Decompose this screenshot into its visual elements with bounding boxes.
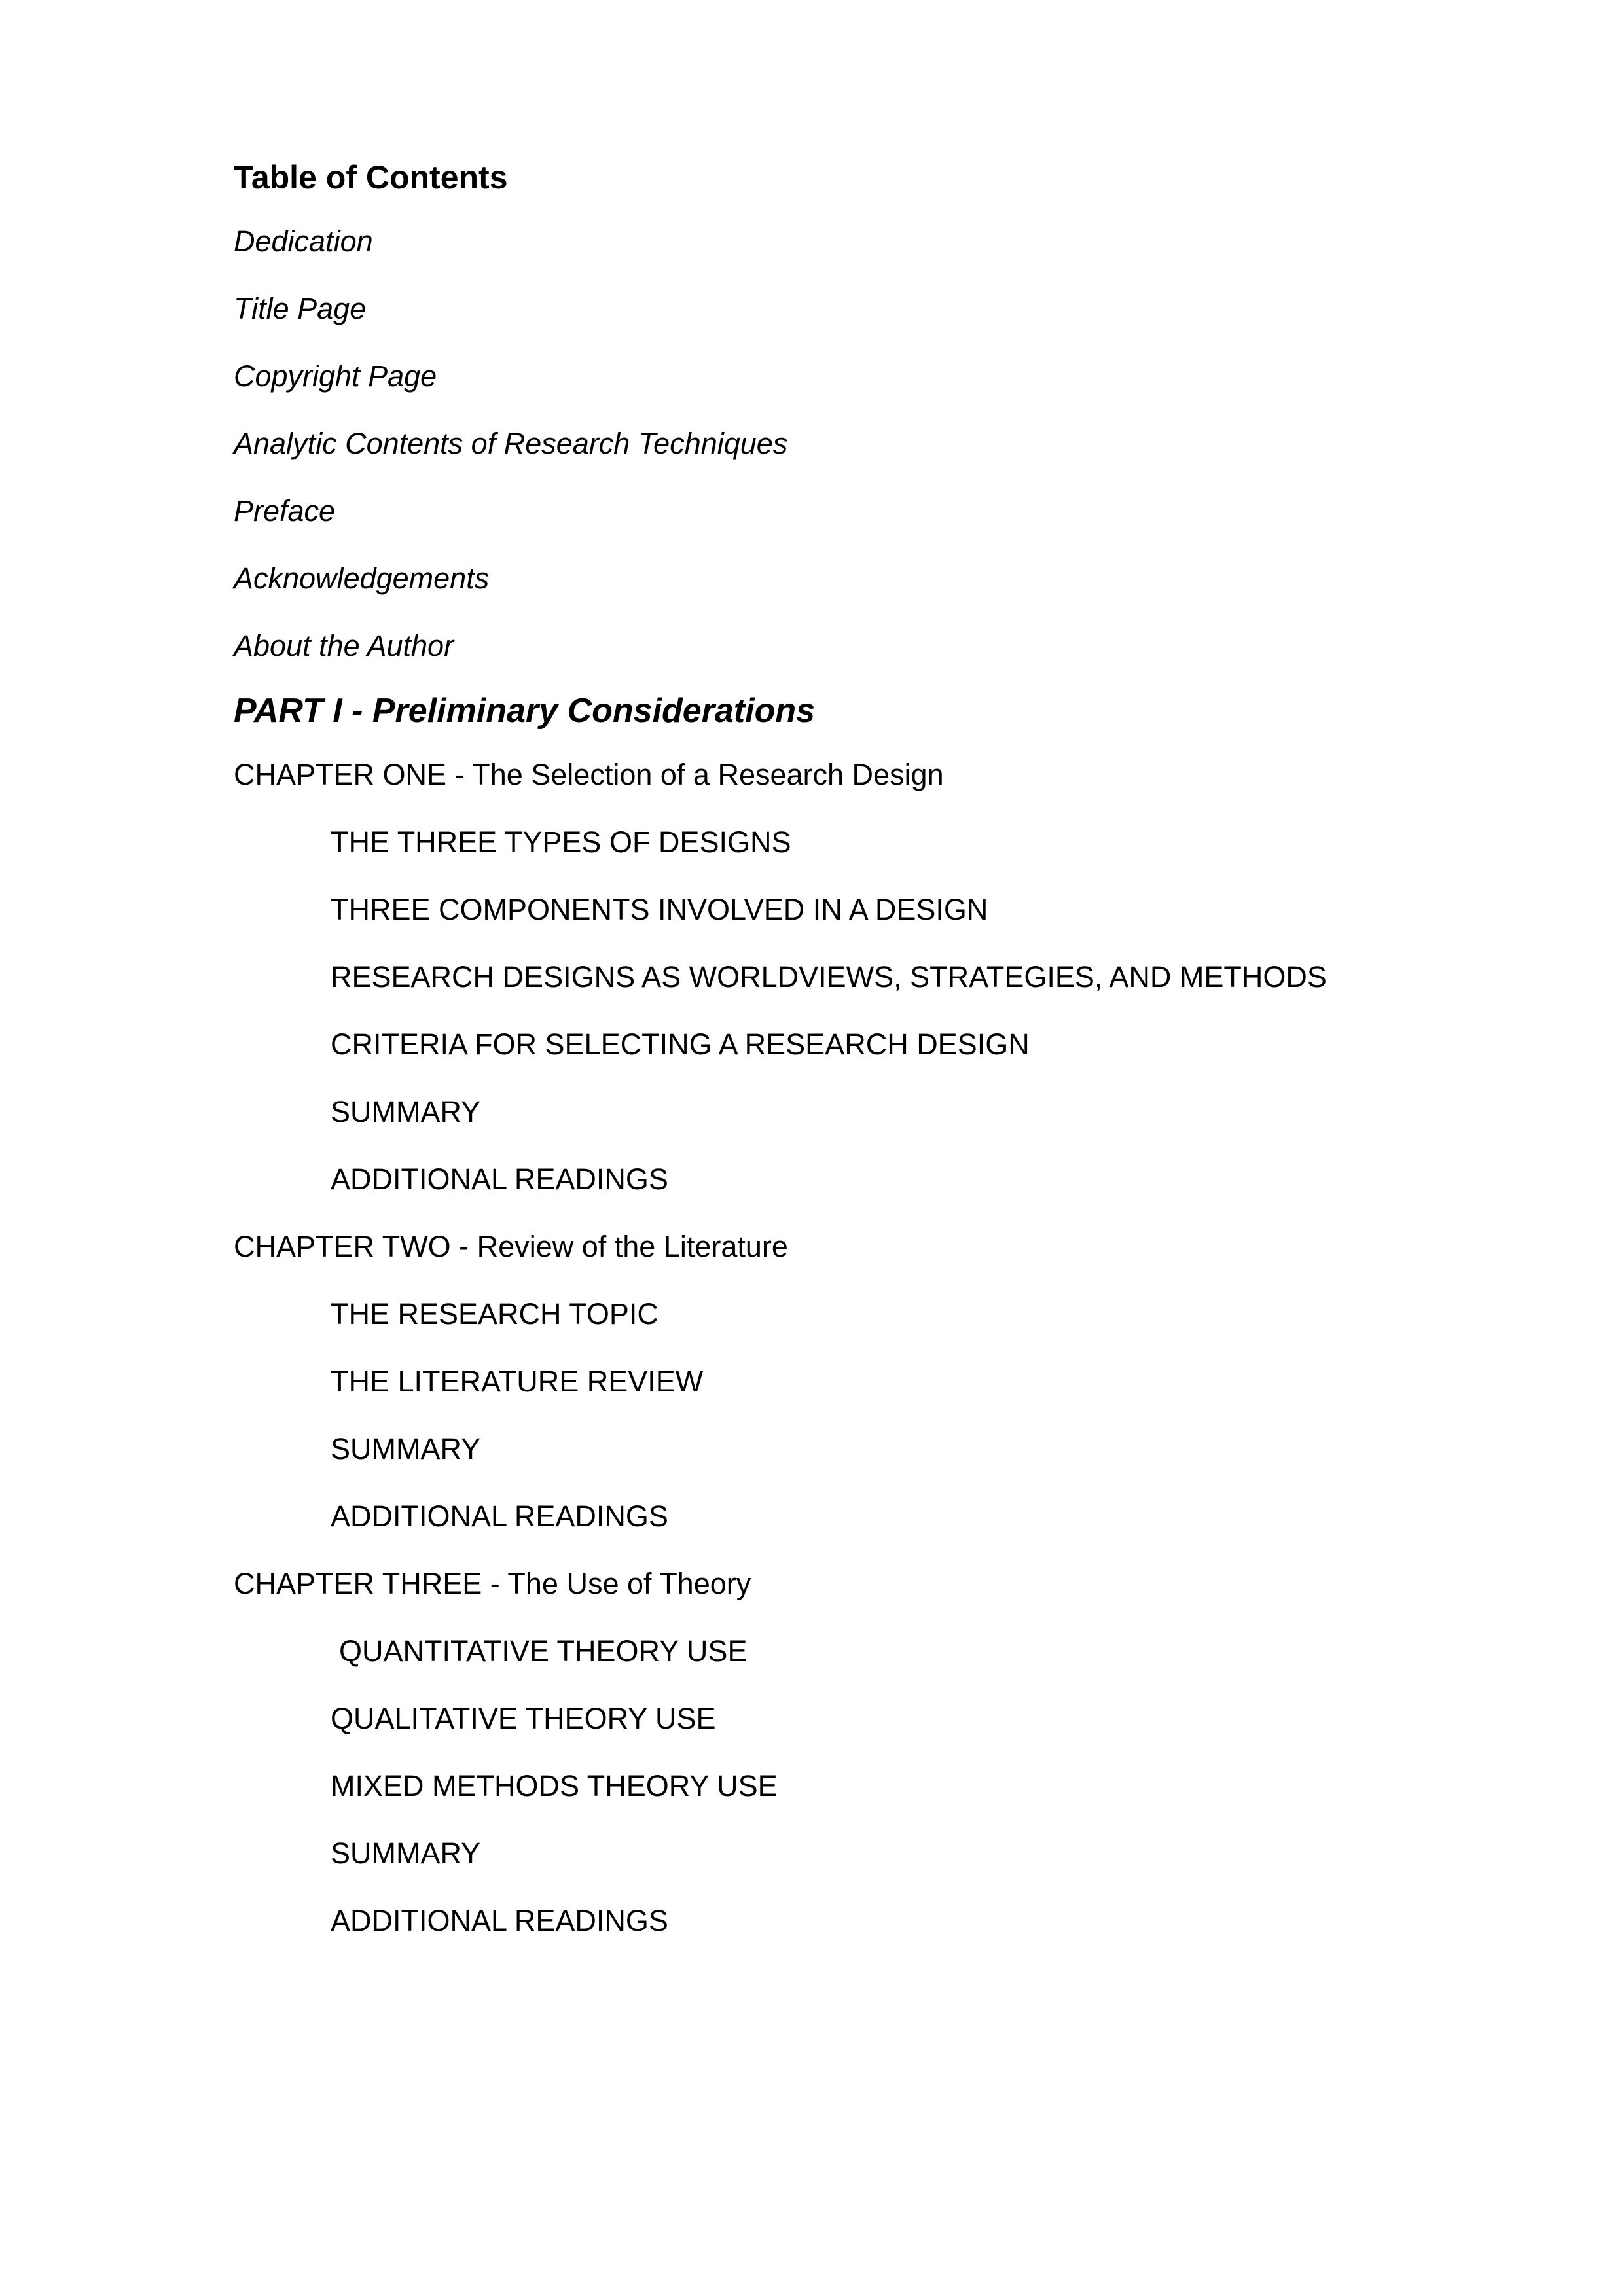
toc-link-preface[interactable]: Preface	[234, 494, 336, 528]
toc-link-chapter-three[interactable]: CHAPTER THREE - The Use of Theory	[234, 1567, 751, 1600]
toc-link-title-page[interactable]: Title Page	[234, 292, 367, 325]
toc-link-about-the-author[interactable]: About the Author	[234, 629, 454, 662]
toc-link-section[interactable]: QUANTITATIVE THEORY USE	[339, 1634, 748, 1668]
toc-link-section[interactable]: MIXED METHODS THEORY USE	[331, 1769, 778, 1803]
table-of-contents	[234, 154, 1477, 1941]
toc-link-chapter-one[interactable]: CHAPTER ONE - The Selection of a Research Design	[234, 758, 944, 791]
toc-link-section[interactable]: ADDITIONAL READINGS	[331, 1162, 668, 1196]
toc-link-section[interactable]: QUALITATIVE THEORY USE	[331, 1702, 716, 1735]
toc-link-section[interactable]: ADDITIONAL READINGS	[331, 1499, 668, 1533]
toc-link-copyright-page[interactable]: Copyright Page	[234, 359, 437, 393]
toc-link-section[interactable]: THREE COMPONENTS INVOLVED IN A DESIGN	[331, 893, 988, 926]
toc-link-section[interactable]: SUMMARY	[331, 1095, 481, 1128]
toc-link-section[interactable]: THE LITERATURE REVIEW	[331, 1365, 704, 1398]
toc-link-dedication[interactable]: Dedication	[234, 224, 373, 258]
toc-title: Table of Contents	[234, 159, 508, 196]
toc-link-acknowledgements[interactable]: Acknowledgements	[234, 562, 490, 595]
toc-link-section[interactable]: THE THREE TYPES OF DESIGNS	[331, 825, 791, 859]
toc-link-chapter-two[interactable]: CHAPTER TWO - Review of the Literature	[234, 1230, 788, 1263]
toc-link-part-one[interactable]: PART I - Preliminary Considerations	[234, 692, 816, 730]
toc-link-analytic-contents[interactable]: Analytic Contents of Research Techniques	[234, 427, 788, 460]
toc-link-section[interactable]: SUMMARY	[331, 1837, 481, 1870]
toc-link-section[interactable]: THE RESEARCH TOPIC	[331, 1297, 659, 1331]
toc-link-section[interactable]: RESEARCH DESIGNS AS WORLDVIEWS, STRATEGIES, AND METHODS	[331, 960, 1327, 994]
toc-link-section[interactable]: CRITERIA FOR SELECTING A RESEARCH DESIGN	[331, 1028, 1030, 1061]
toc-link-section[interactable]: SUMMARY	[331, 1432, 481, 1465]
toc-link-section[interactable]: ADDITIONAL READINGS	[331, 1904, 668, 1937]
